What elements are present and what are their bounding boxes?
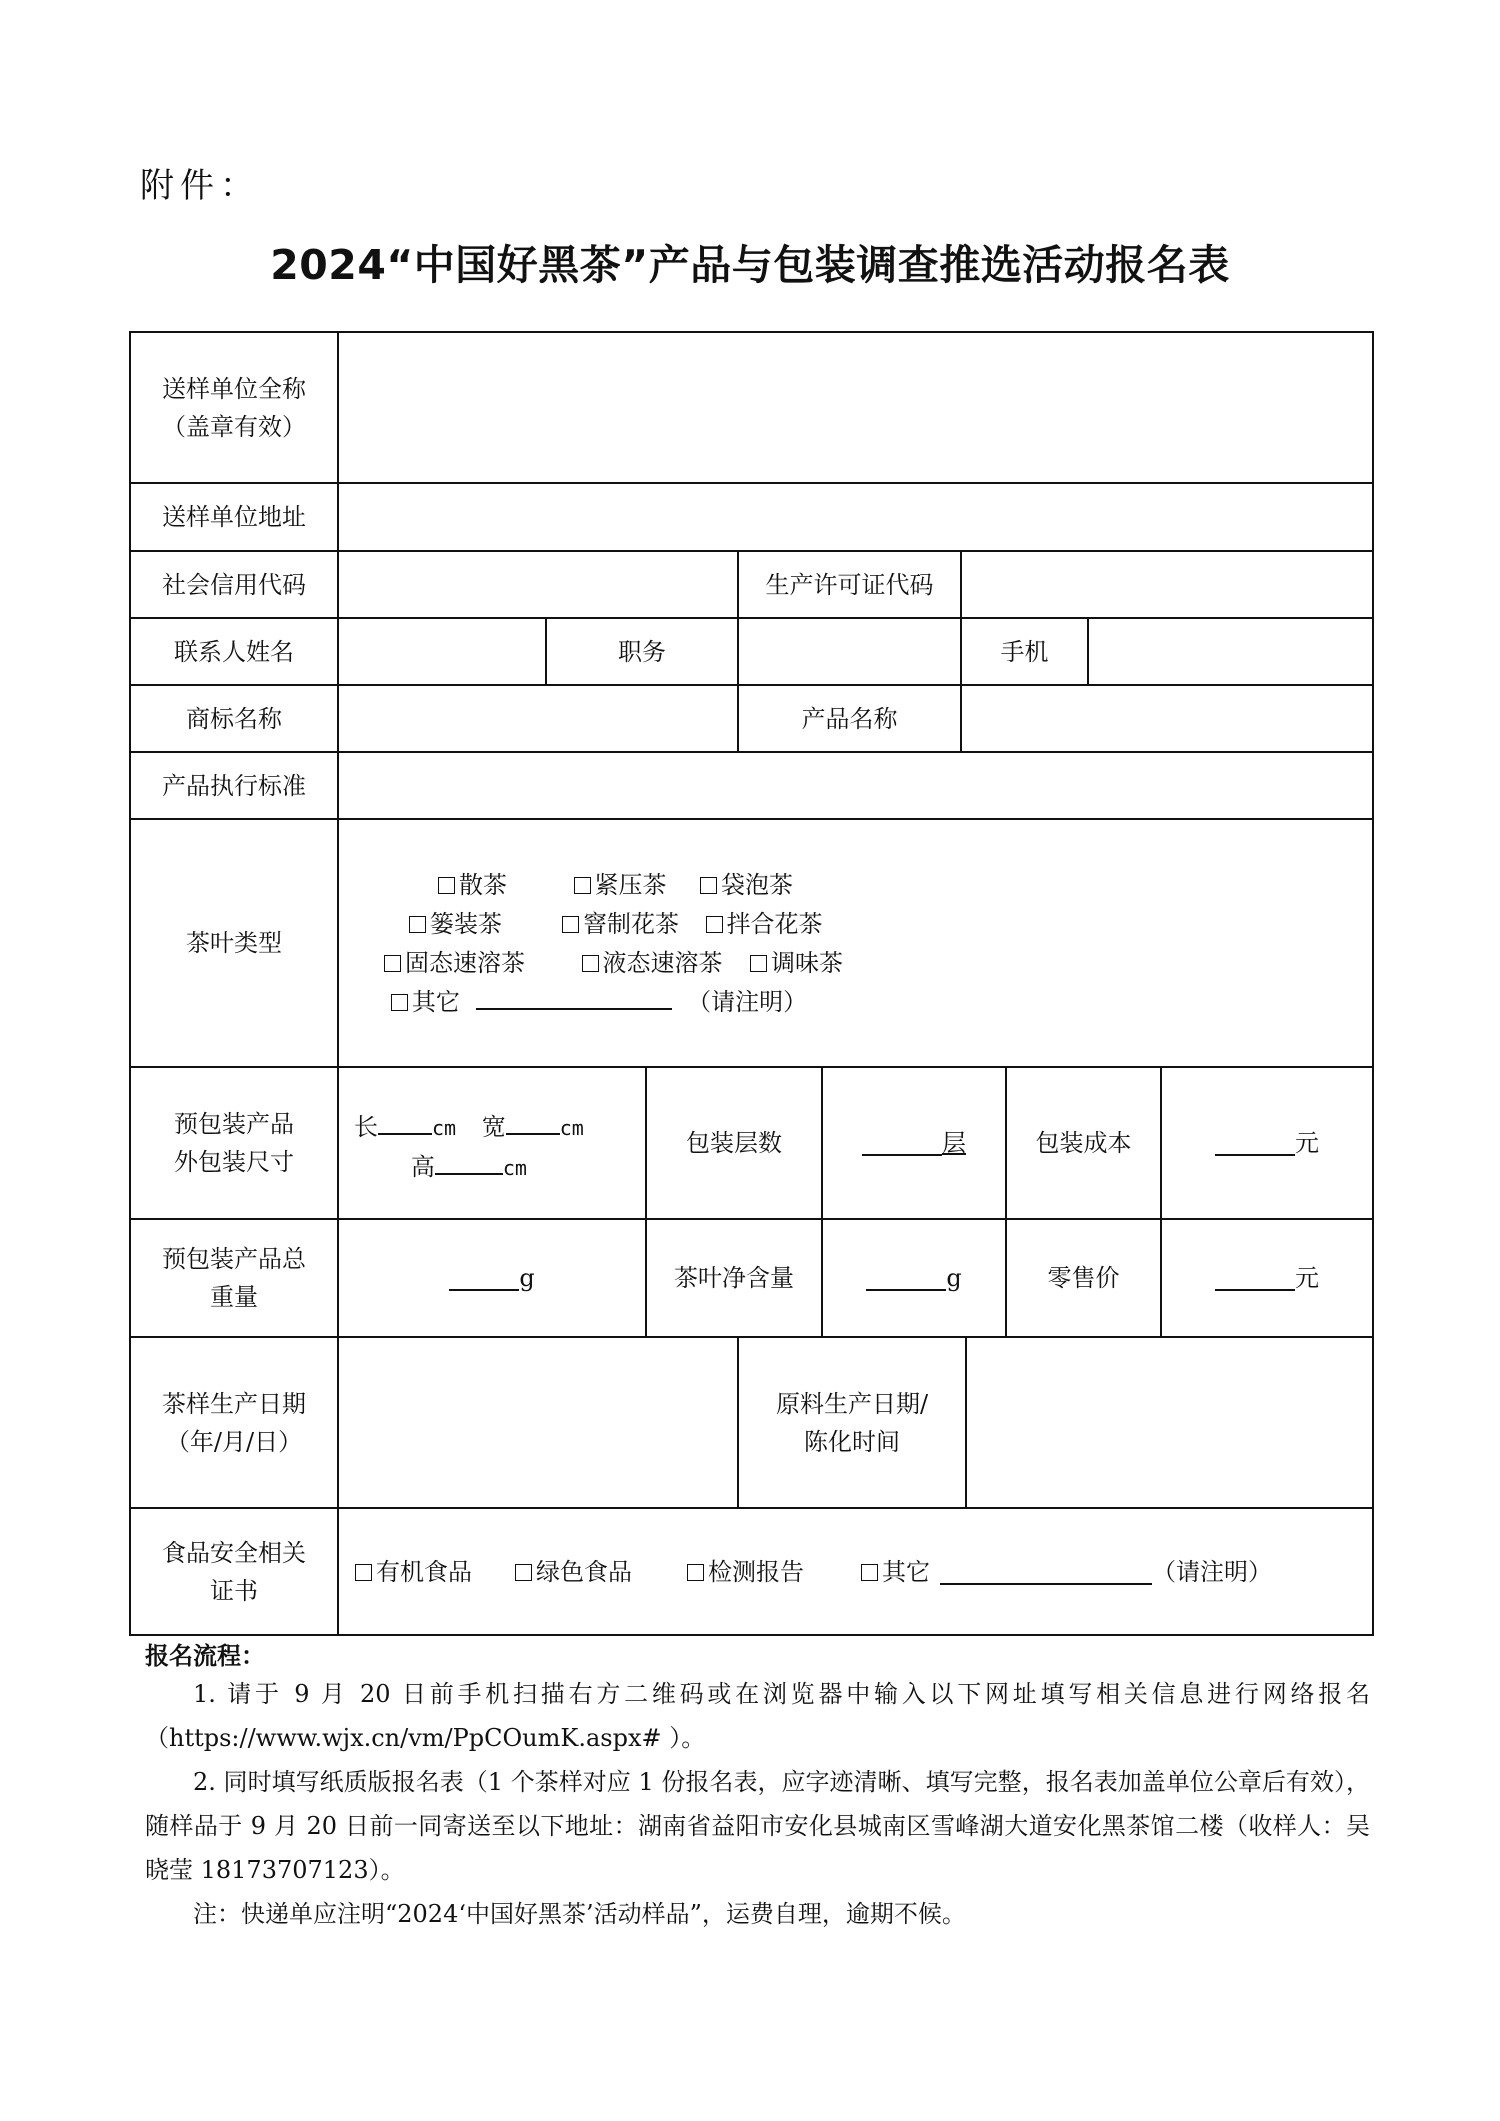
cert-option[interactable]: 有机食品 <box>355 1553 515 1591</box>
checkbox-icon[interactable] <box>861 1564 878 1581</box>
cert-label: 食品安全相关 证书 <box>129 1507 339 1636</box>
layers-label: 包装层数 <box>645 1066 823 1220</box>
retail-price-field: 元 <box>1160 1218 1374 1338</box>
net-content-label: 茶叶净含量 <box>645 1218 823 1338</box>
standard-field[interactable] <box>337 751 1374 820</box>
license-code-label: 生产许可证代码 <box>737 550 962 619</box>
checkbox-icon[interactable] <box>409 916 426 933</box>
tea-type-option[interactable]: 调味茶 <box>750 944 843 983</box>
attachment-label: 附件： <box>140 166 260 206</box>
total-weight-label: 预包装产品总 重量 <box>129 1218 339 1338</box>
net-content-field: g <box>821 1218 1007 1338</box>
outer-size-label: 预包装产品 外包装尺寸 <box>129 1066 339 1220</box>
checkbox-icon[interactable] <box>574 877 591 894</box>
credit-code-label: 社会信用代码 <box>129 550 339 619</box>
width-input[interactable] <box>506 1109 560 1135</box>
pack-cost-field: 元 <box>1160 1066 1374 1220</box>
page-title: 2024“中国好黑茶”产品与包装调查推选活动报名表 <box>270 241 1230 289</box>
net-content-input[interactable] <box>866 1265 946 1291</box>
tea-type-options <box>337 818 1374 1068</box>
cert-options <box>337 1507 1374 1636</box>
unit-address-field[interactable] <box>337 482 1374 552</box>
checkbox-icon[interactable] <box>391 994 408 1011</box>
tea-type-option-other[interactable]: 其它 <box>391 983 460 1022</box>
raw-date-field[interactable] <box>965 1336 1374 1509</box>
raw-date-label: 原料生产日期/ 陈化时间 <box>737 1336 967 1509</box>
retail-price-label: 零售价 <box>1005 1218 1162 1338</box>
tea-type-option[interactable]: 袋泡茶 <box>700 866 793 905</box>
credit-code-field[interactable] <box>337 550 739 619</box>
position-label: 职务 <box>545 617 739 686</box>
cert-option[interactable]: 绿色食品 <box>515 1553 687 1591</box>
checkbox-icon[interactable] <box>582 955 599 972</box>
length-input[interactable] <box>378 1109 432 1135</box>
checkbox-icon[interactable] <box>562 916 579 933</box>
layers-input[interactable] <box>862 1130 942 1156</box>
checkbox-icon[interactable] <box>438 877 455 894</box>
checkbox-icon[interactable] <box>700 877 717 894</box>
total-weight-field: g <box>337 1218 647 1338</box>
checkbox-icon[interactable] <box>384 955 401 972</box>
mobile-field[interactable] <box>1087 617 1374 686</box>
contact-name-label: 联系人姓名 <box>129 617 339 686</box>
height-input[interactable] <box>435 1149 503 1175</box>
position-field[interactable] <box>737 617 962 686</box>
mobile-label: 手机 <box>960 617 1089 686</box>
tea-type-option[interactable]: 篓装茶 <box>376 905 536 944</box>
layers-field: 层 <box>821 1066 1007 1220</box>
tea-type-label: 茶叶类型 <box>129 818 339 1068</box>
checkbox-icon[interactable] <box>750 955 767 972</box>
process-note: 注：快递单应注明“2024‘中国好黑茶’活动样品”，运费自理，逾期不候。 <box>193 1900 966 1928</box>
retail-price-input[interactable] <box>1215 1265 1295 1291</box>
tea-type-option[interactable]: 紧压茶 <box>540 866 700 905</box>
process-step-1: 1. 请于 9 月 20 日前手机扫描右方二维码或在浏览器中输入以下网址填写相关信息进行网络报名（https://www.wjx.cn/vm/PpCOumK.aspx# ）。 <box>145 1680 1370 1752</box>
process-step-2: 2. 同时填写纸质版报名表（1 个茶样对应 1 份报名表，应字迹清晰、填写完整，报名表加盖单位公章后有效），随样品于 9 月 20 日前一同寄送至以下地址：湖南省益阳市安化县城南区雪峰湖大道安化黑茶馆二楼（收样人：吴晓莹 18173707123）。 <box>145 1768 1370 1884</box>
unit-address-label: 送样单位地址 <box>129 482 339 552</box>
tea-type-note: （请注明） <box>687 988 808 1016</box>
license-code-field[interactable] <box>960 550 1374 619</box>
unit-name-field[interactable] <box>337 331 1374 484</box>
tea-type-option[interactable]: 固态速溶茶 <box>355 944 554 983</box>
cert-option[interactable]: 检测报告 <box>687 1553 861 1591</box>
checkbox-icon[interactable] <box>706 916 723 933</box>
pack-cost-label: 包装成本 <box>1005 1066 1162 1220</box>
total-weight-input[interactable] <box>449 1265 519 1291</box>
checkbox-icon[interactable] <box>687 1564 704 1581</box>
cert-note: （请注明） <box>1152 1557 1272 1586</box>
product-name-label: 产品名称 <box>737 684 962 753</box>
contact-name-field[interactable] <box>337 617 547 686</box>
tea-type-option[interactable]: 散茶 <box>405 866 540 905</box>
pack-cost-input[interactable] <box>1215 1130 1295 1156</box>
cert-option-other[interactable]: 其它 <box>861 1553 930 1591</box>
outer-size-fields: 长 cm 宽 cm 高 cm <box>337 1066 647 1220</box>
product-name-field[interactable] <box>960 684 1374 753</box>
checkbox-icon[interactable] <box>515 1564 532 1581</box>
brand-label: 商标名称 <box>129 684 339 753</box>
brand-field[interactable] <box>337 684 739 753</box>
standard-label: 产品执行标准 <box>129 751 339 820</box>
unit-name-label: 送样单位全称 （盖章有效） <box>129 331 339 484</box>
cert-other-input[interactable] <box>940 1559 1152 1585</box>
tea-type-option[interactable]: 液态速溶茶 <box>554 944 750 983</box>
process-title: 报名流程： <box>145 1642 265 1670</box>
tea-type-other-input[interactable] <box>476 984 672 1010</box>
tea-type-option[interactable]: 窨制花茶 <box>536 905 706 944</box>
prod-date-field[interactable] <box>337 1336 739 1509</box>
prod-date-label: 茶样生产日期 （年/月/日） <box>129 1336 339 1509</box>
checkbox-icon[interactable] <box>355 1564 372 1581</box>
tea-type-option[interactable]: 拌合花茶 <box>706 905 823 944</box>
